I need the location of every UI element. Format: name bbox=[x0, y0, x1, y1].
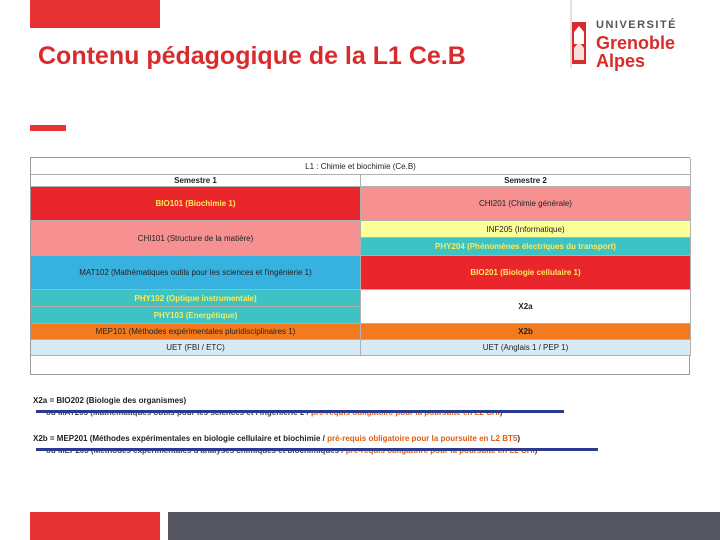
page-title: Contenu pédagogique de la L1 Ce.B bbox=[38, 42, 466, 70]
university-logo-icon bbox=[568, 22, 590, 64]
course-uet-s1: UET (FBI / ETC) bbox=[31, 340, 361, 356]
course-chi201: CHI201 (Chimie générale) bbox=[361, 187, 691, 221]
course-phy204: PHY204 (Phénomènes électriques du transport) bbox=[361, 238, 691, 256]
course-inf205: INF205 (Informatique) bbox=[361, 221, 691, 238]
course-mep101: MEP101 (Méthodes expérimentales pluridisciplinaires 1) bbox=[31, 324, 361, 340]
curriculum-table bbox=[30, 157, 690, 375]
course-x2a: X2a bbox=[361, 290, 691, 324]
header-semestre-1: Semestre 1 bbox=[31, 175, 361, 187]
header-semestre-2: Semestre 2 bbox=[361, 175, 691, 187]
course-phy103: PHY103 (Energétique) bbox=[31, 307, 361, 324]
course-chi101: CHI101 (Structure de la matière) bbox=[31, 221, 361, 256]
university-logo bbox=[596, 20, 677, 70]
top-accent-bar bbox=[30, 0, 160, 28]
section-accent-dash bbox=[30, 125, 66, 131]
footer-accent-bar bbox=[30, 512, 160, 540]
course-uet-s2: UET (Anglais 1 / PEP 1) bbox=[361, 340, 691, 356]
logo-line-universite: UNIVERSITÉ bbox=[596, 19, 678, 31]
footer-bar bbox=[168, 512, 720, 540]
strikethrough-line bbox=[36, 448, 598, 451]
course-x2b: X2b bbox=[361, 324, 691, 340]
note-x2a: X2a = BIO202 (Biologie des organismes) bbox=[33, 396, 187, 405]
logo-line-grenoble: Grenoble bbox=[596, 33, 676, 53]
course-mat102: MAT102 (Mathématiques outils pour les sciences et l'ingénierie 1) bbox=[31, 256, 361, 290]
note-x2b: X2b = MEP201 (Méthodes expérimentales en biologie cellulaire et biochimie / pré-requis obligatoire pour la poursuite en L2 BT5) bbox=[33, 434, 521, 443]
course-bio201: BIO201 (Biologie cellulaire 1) bbox=[361, 256, 691, 290]
strikethrough-line bbox=[36, 410, 564, 413]
logo-line-alpes: Alpes bbox=[596, 51, 646, 71]
table-title: L1 : Chimie et biochimie (Ce.B) bbox=[31, 158, 691, 175]
course-phy102: PHY102 (Optique instrumentale) bbox=[31, 290, 361, 307]
course-bio101: BIO101 (Biochimie 1) bbox=[31, 187, 361, 221]
